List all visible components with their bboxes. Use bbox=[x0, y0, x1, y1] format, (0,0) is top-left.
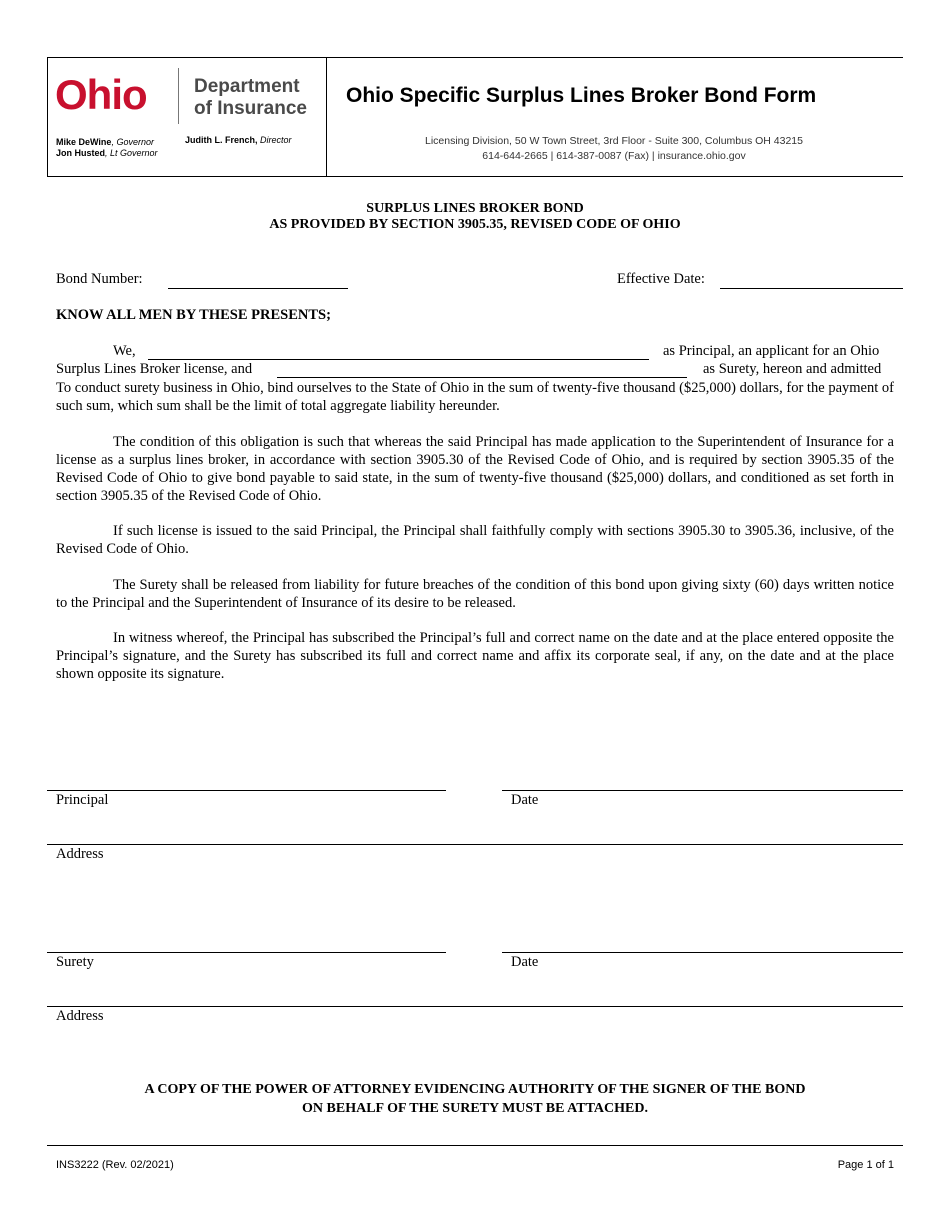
governor-name: Mike DeWine bbox=[56, 137, 112, 147]
director-title: Director bbox=[257, 135, 292, 145]
principal-date-line[interactable] bbox=[502, 790, 903, 791]
department-line2: of Insurance bbox=[194, 98, 307, 119]
surety-label: Surety bbox=[56, 954, 94, 970]
surety-name-field[interactable] bbox=[277, 377, 687, 378]
paragraph-3: If such license is issued to the said Principal, the Principal shall faithfully comply with sections 3905.30 to 3905.36, inclusive, of the Revised Code of Ohio. bbox=[56, 523, 894, 557]
principal-name-field[interactable] bbox=[148, 359, 649, 360]
form-id: INS3222 (Rev. 02/2021) bbox=[56, 1159, 174, 1171]
lt-governor-title: , Lt Governor bbox=[105, 148, 158, 158]
effective-date-field[interactable] bbox=[720, 288, 903, 289]
notice-line2: ON BEHALF OF THE SURETY MUST BE ATTACHED. bbox=[302, 1101, 648, 1116]
surety-address-label: Address bbox=[56, 1008, 104, 1024]
principal-signature-line[interactable] bbox=[47, 790, 446, 791]
department-line1: Department bbox=[194, 76, 300, 97]
logo-separator bbox=[178, 68, 179, 124]
contact-info bbox=[330, 134, 898, 164]
paragraph-5: In witness whereof, the Principal has subscribed the Principal’s full and correct name on the date and at the place entered opposite the Principal’s signature, and the Surety has subscribed its full and correct name and affix its corporate seal, if any, on the date and at the place shown opposite its signature. bbox=[56, 630, 894, 682]
ohio-logo bbox=[55, 71, 147, 118]
contact-address: Licensing Division, 50 W Town Street, 3rd Floor - Suite 300, Columbus OH 43215 bbox=[425, 135, 803, 147]
surplus-license-text: Surplus Lines Broker license, and bbox=[56, 361, 253, 377]
header-top-rule bbox=[47, 57, 903, 58]
principal-address-line[interactable] bbox=[47, 844, 903, 845]
form-title: Ohio Specific Surplus Lines Broker Bond Form bbox=[346, 84, 817, 107]
document-heading bbox=[47, 201, 903, 233]
know-all-heading: KNOW ALL MEN BY THESE PRESENTS; bbox=[56, 307, 331, 323]
as-principal-text: as Principal, an applicant for an Ohio bbox=[663, 343, 880, 359]
heading-line1: SURPLUS LINES BROKER BOND bbox=[366, 201, 584, 216]
notice-line1: A COPY OF THE POWER OF ATTORNEY EVIDENCING AUTHORITY OF THE SIGNER OF THE BOND bbox=[144, 1082, 806, 1097]
heading-line2: AS PROVIDED BY SECTION 3905.35, REVISED CODE OF OHIO bbox=[269, 217, 681, 232]
department-name bbox=[194, 76, 307, 120]
bond-number-label: Bond Number: bbox=[56, 271, 143, 287]
logo-text: Ohio bbox=[55, 71, 147, 118]
surety-address-line[interactable] bbox=[47, 1006, 903, 1007]
governor-title: , Governor bbox=[111, 137, 154, 147]
header-left-border bbox=[47, 57, 48, 177]
header-bottom-rule bbox=[47, 176, 903, 177]
as-surety-text: as Surety, hereon and admitted bbox=[703, 361, 882, 377]
principal-date-label: Date bbox=[511, 792, 539, 808]
surety-signature-line[interactable] bbox=[47, 952, 446, 953]
footer-rule bbox=[47, 1145, 903, 1146]
officials-director bbox=[185, 135, 292, 146]
principal-address-label: Address bbox=[56, 846, 104, 862]
paragraph-4: The Surety shall be released from liability for future breaches of the condition of this bond upon giving sixty (60) days written notice to the Principal and the Superintendent of Insurance of its desire to be released. bbox=[56, 577, 894, 611]
power-of-attorney-notice bbox=[47, 1080, 903, 1118]
header-divider bbox=[326, 57, 327, 177]
contact-phone: 614-644-2665 | 614-387-0087 (Fax) | insurance.ohio.gov bbox=[482, 150, 746, 162]
surety-date-label: Date bbox=[511, 954, 539, 970]
we-label: We, bbox=[113, 343, 136, 359]
surety-date-line[interactable] bbox=[502, 952, 903, 953]
paragraph-1-continued: To conduct surety business in Ohio, bind ourselves to the State of Ohio in the sum of twenty-five thousand ($25,000) dollars, for the payment of such sum, which sum shall be the limit of total aggregate liability hereunder. bbox=[56, 380, 894, 414]
principal-label: Principal bbox=[56, 792, 109, 808]
page-number: Page 1 of 1 bbox=[837, 1159, 894, 1171]
bond-number-field[interactable] bbox=[168, 288, 348, 289]
director-name: Judith L. French, bbox=[185, 135, 258, 145]
lt-governor-name: Jon Husted bbox=[56, 148, 106, 158]
paragraph-2: The condition of this obligation is such that whereas the said Principal has made application to the Superintendent of Insurance for a license as a surplus lines broker, in accordance with section 3905.30 of the Revised Code of Ohio, and is required by section 3905.35 of the Revised Code of Ohio to give bond payable to said state, in the sum of twenty-five thousand ($25,000) dollars, and conditioned as set forth in section 3905.35 of the Revised Code of Ohio. bbox=[56, 434, 894, 504]
effective-date-label: Effective Date: bbox=[617, 271, 705, 287]
officials-governors bbox=[56, 137, 158, 159]
